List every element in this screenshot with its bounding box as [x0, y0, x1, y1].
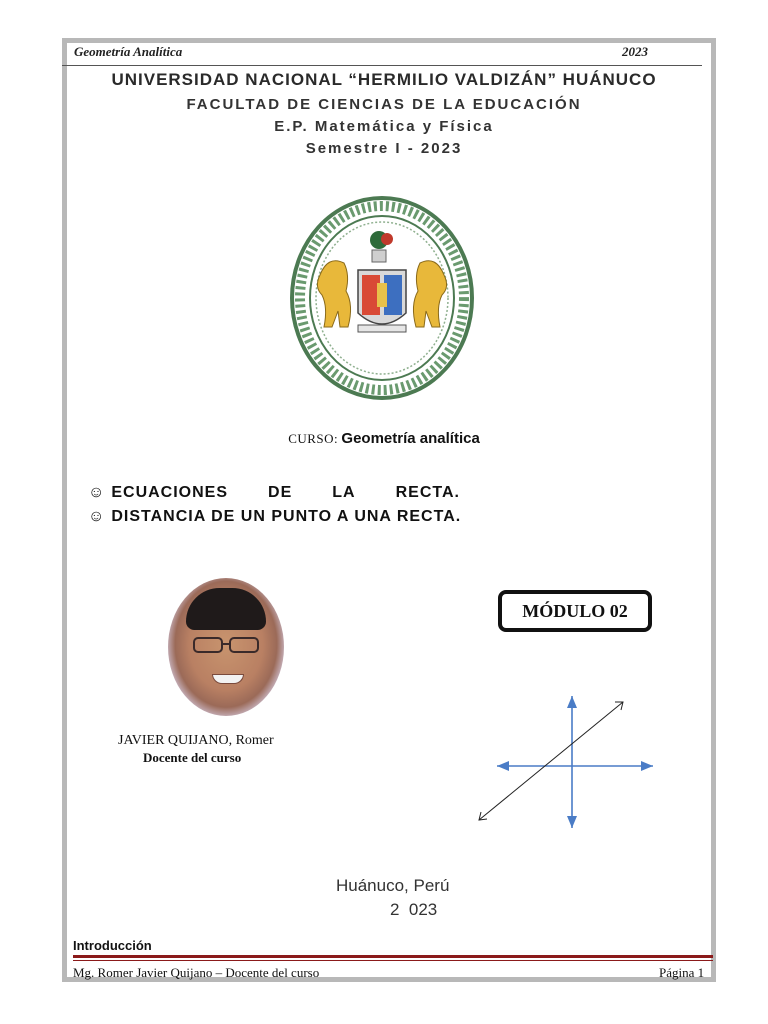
section-label: Introducción	[73, 938, 152, 953]
author-role: Docente del curso	[143, 750, 242, 765]
page-number: Página 1	[659, 965, 705, 980]
topic-1-word: ECUACIONES	[111, 484, 229, 501]
author-photo	[168, 578, 284, 716]
course-name: Geometría analítica	[341, 430, 480, 447]
header-rule	[62, 65, 702, 66]
header-year: 2023	[622, 44, 648, 59]
coordinate-axes-icon	[475, 692, 657, 832]
course-label: CURSO:	[288, 431, 339, 446]
module-badge: MÓDULO 02	[498, 590, 652, 632]
university-title: UNIVERSIDAD NACIONAL “HERMILIO VALDIZÁN” HUÁNUCO	[111, 70, 657, 89]
smiley-icon: ☺	[88, 508, 106, 525]
faculty-title: FACULTAD DE CIENCIAS DE LA EDUCACIÓN	[186, 96, 582, 113]
topic-1-word: DE	[268, 484, 293, 501]
topic-2	[88, 508, 461, 526]
place-year: 2 023	[390, 900, 438, 919]
course-line	[0, 430, 768, 447]
smiley-icon: ☺	[88, 484, 106, 501]
author-hair	[186, 588, 266, 630]
author-name: JAVIER QUIJANO, Romer	[118, 733, 274, 748]
glasses-icon	[192, 636, 260, 654]
topic-1-word: RECTA.	[395, 484, 460, 501]
topic-1-word: LA	[332, 484, 356, 501]
university-seal-icon	[288, 195, 476, 401]
footer-rule-thin	[73, 960, 713, 961]
topic-2-text: DISTANCIA DE UN PUNTO A UNA RECTA.	[111, 508, 462, 525]
footer-author: Mg. Romer Javier Quijano – Docente del curso	[73, 965, 320, 980]
school-title: E.P. Matemática y Física	[274, 118, 494, 135]
topic-1	[88, 484, 460, 502]
header-course: Geometría Analítica	[74, 44, 183, 59]
place-city: Huánuco, Perú	[336, 876, 450, 895]
semester-title: Semestre I - 2023	[305, 140, 463, 157]
author-smile	[212, 674, 244, 684]
footer-rule	[73, 955, 713, 958]
